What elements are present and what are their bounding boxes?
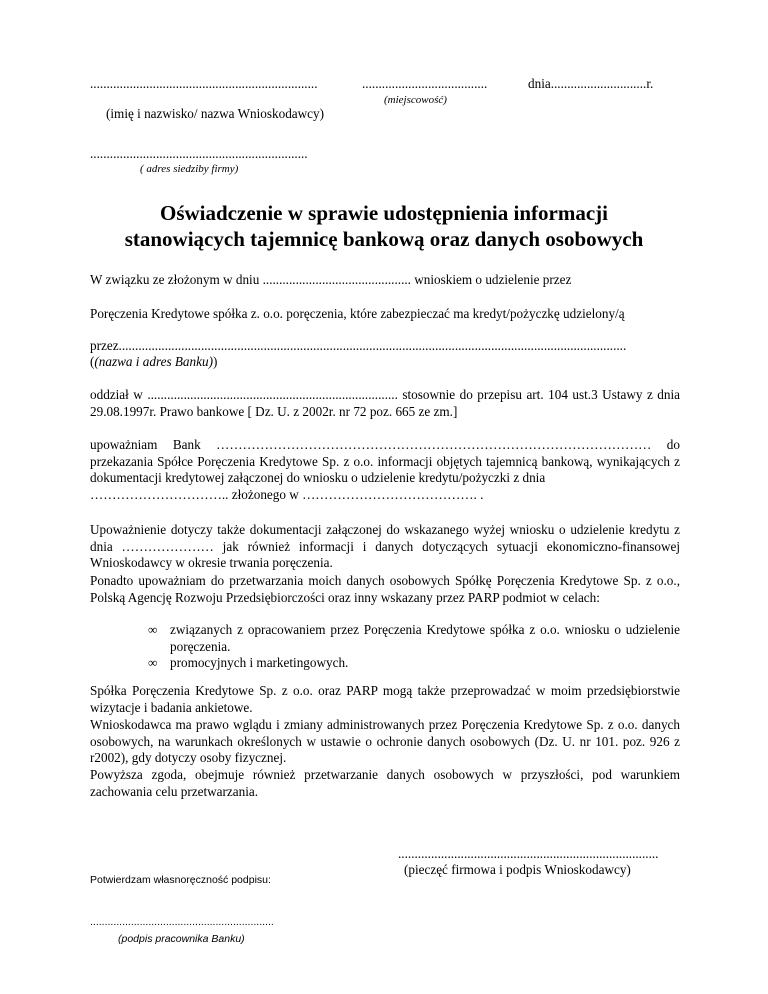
- bullet-icon: ∞: [148, 622, 158, 637]
- paragraph-10: Wnioskodawca ma prawo wglądu i zmiany administrowanych przez Poręczenia Kredytowe Sp. z o.o. danych osobowych, na warunkach określonych w ustawie o ochronie danych osobowych (Dz. U. nr 101. poz. 926 z r2002), gdy dotyczy osoby fizycznej.: [90, 717, 680, 766]
- list-item: [148, 655, 680, 672]
- bullet-icon: ∞: [148, 655, 158, 671]
- paragraph-2: Poręczenia Kredytowe spółka z. o.o. poręczenia, które zabezpieczać ma kredyt/pożyczkę udzielony/ą: [90, 306, 625, 321]
- paragraph-5: upoważniam Bank ……………………………………………………………………………………… do przekazania Spółce Poręczenia Kredytowe Sp. z o.o. informacji objętych tajemnicą bankową, wynikających z dokumentacji kredytowej załączonej do wniosku o udzielenie kredytu/pożyczki z dnia: [90, 437, 680, 486]
- place-dotted-line: ......................................: [362, 76, 488, 91]
- paragraph-6: ………………………….. złożonego w …………………………………. .: [90, 487, 484, 502]
- bullet-list: [148, 622, 680, 672]
- confirm-text: Potwierdzam własnoręczność podpisu:: [90, 874, 271, 886]
- title-line-2: stanowiących tajemnicę bankową oraz danych osobowych: [124, 227, 644, 251]
- place-label: (miejscowość): [384, 94, 447, 106]
- bullet-text: związanych z opracowaniem przez Poręczenia Kredytowe spółka z o.o. wniosku o udzielenie poręczenia.: [170, 622, 680, 654]
- bullet-text: promocyjnych i marketingowych.: [170, 655, 349, 671]
- paragraph-7: Upoważnienie dotyczy także dokumentacji załączonej do wskazanego wyżej wniosku o udzielenie kredytu z dnia ………………… jak również informacji i danych dotyczących sytuacji ekonomiczno-finansowej Wnioskodawcy w okresie trwania poręczenia.: [90, 522, 680, 571]
- bank-signature-dotted-line: ...............................................................: [90, 916, 274, 928]
- bank-signature-label: (podpis pracownika Banku): [118, 933, 245, 945]
- date-field: dnia.............................r.: [528, 76, 654, 91]
- bank-label-line: ((nazwa i adres Banku)): [90, 354, 218, 369]
- bank-dotted-line: przez..........................................................................................................................................................: [90, 338, 627, 353]
- title-line-1: Oświadczenie w sprawie udostępnienia informacji: [160, 201, 608, 225]
- paragraph-11: Powyższa zgoda, obejmuje również przetwarzanie danych osobowych w przyszłości, pod warunkiem zachowania celu przetwarzania.: [90, 767, 680, 799]
- document-title: [60, 200, 708, 252]
- paragraph-8: Ponadto upoważniam do przetwarzania moich danych osobowych Spółkę Poręczenia Kredytowe Sp. z o.o., Polską Agencję Rozwoju Przedsiębiorczości oraz inny wskazany przez PARP podmiot w celach:: [90, 573, 680, 605]
- paragraph-9: Spółka Poręczenia Kredytowe Sp. z o.o. oraz PARP mogą także przeprowadzać w moim przedsiębiorstwie wizytacje i badania ankietowe.: [90, 683, 680, 715]
- signature-dotted-line: ...............................................................................: [398, 846, 659, 861]
- address-label: ( adres siedziby firmy): [140, 163, 239, 175]
- paragraph-1: W związku ze złożonym w dniu ............................................. wnioskiem o udzielenie przez: [90, 272, 572, 287]
- list-item: [148, 622, 680, 655]
- name-dotted-line: .....................................................................: [90, 76, 318, 91]
- address-dotted-line: ..................................................................: [90, 146, 308, 161]
- bank-label: (nazwa i adres Banku): [94, 354, 213, 369]
- paragraph-4: oddział w ............................................................................ stosownie do przepisu art. 104 ust.3 Ustawy z dnia 29.08.1997r. Prawo bankowe [ Dz. U. z 2002r. nr 72 poz. 665 ze zm.]: [90, 387, 680, 419]
- signature-label: (pieczęć firmowa i podpis Wnioskodawcy): [404, 862, 631, 877]
- name-label: (imię i nazwisko/ nazwa Wnioskodawcy): [106, 106, 325, 121]
